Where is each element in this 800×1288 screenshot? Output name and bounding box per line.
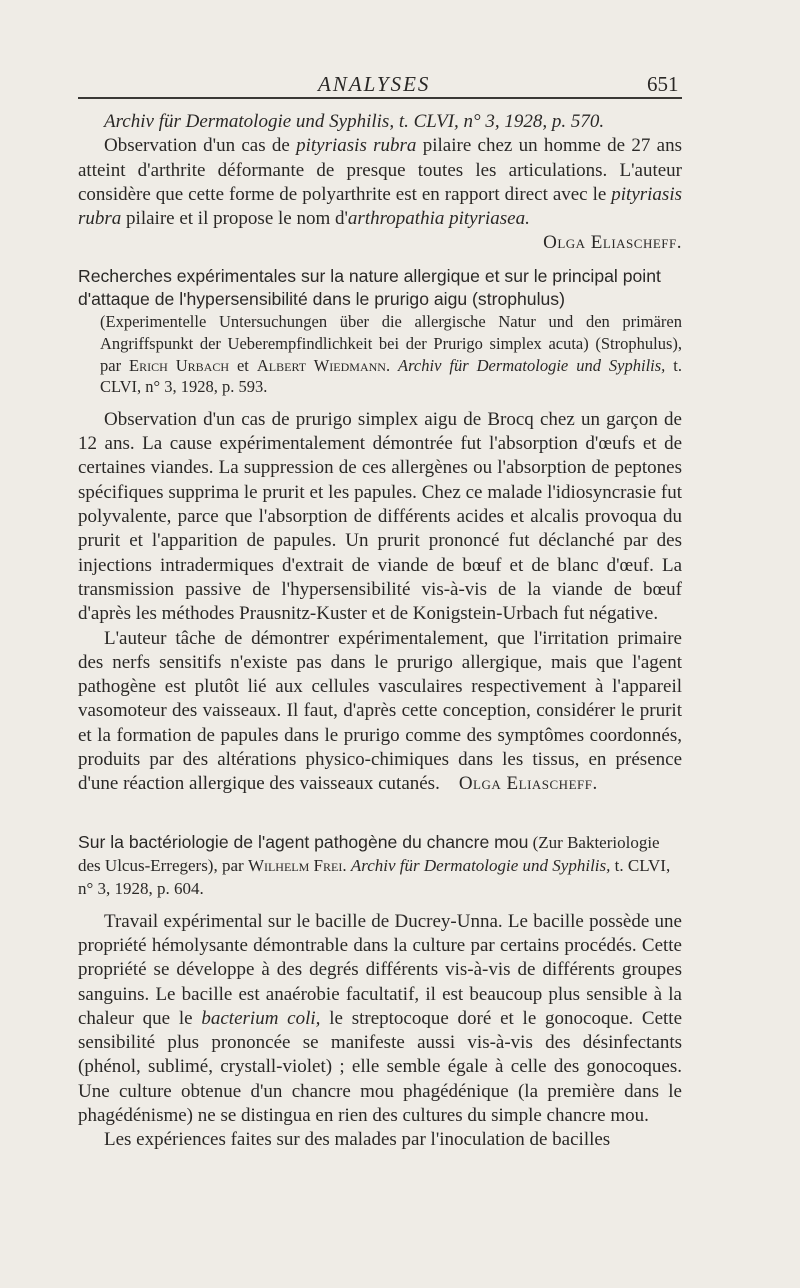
article-3-paragraph-1: Travail expérimental sur le bacille de Ducrey-Unna. Le bacille possède une propriété hémolysante démontrable dans la culture par certains procédés. Cette propriété se développe à des degrés différents vis-à-vis de différents groupes sanguins. Le bacille est anaérobie facultatif, il est beaucoup plus sensible à la chaleur que le bacterium coli, le streptocoque doré et le gonocoque. Cette sensibilité plus prononcée se manifeste aussi vis-à-vis des désinfectants (phénol, sublimé, crystall-violet) ; elle semble égale à celle des gonocoques. Une culture obtenue d'un chancre mou phagédénique (la première dans le phagédénisme) ne se distingua en rien des cultures du simple chancre mou. (78, 910, 683, 1126)
article-2 (78, 265, 682, 796)
page-header (0, 64, 800, 94)
page-content (78, 110, 682, 1153)
article-2-title: Recherches expérimentales sur la nature allergique et sur le principal point d'attaque de l'hypersensibilité dans le prurigo aigu (strophulus) (78, 266, 661, 310)
article-1-signature: Olga Eliascheff. (543, 232, 682, 254)
article-2-paragraph-1: Observation d'un cas de prurigo simplex aigu de Brocq chez un garçon de 12 ans. La cause expérimentalement démontrée fut l'absorption d'œufs et de certaines viandes. La suppression de ces allergènes ou l'absorption de peptones spécifiques supprima le prurit et les papules. Chez ce malade l'idiosyncrasie fut polyvalente, parce que l'absorption de différents acides et alcalis provoqua du prurit et l'apparition de papules. Un prurit prononcé fut déclanché par des injections intradermiques d'extrait de viande de bœuf et de blanc d'œuf. La transmission passive de l'hypersensibilité vis-à-vis de la viande de bœuf d'après les méthodes Prausnitz-Kuster et de Konigstein-Urbach fut négative. (78, 408, 682, 625)
article-2-signature: Olga Eliascheff. (458, 773, 598, 795)
article-2-reference: (Experimentelle Untersuchungen über die allergische Natur und den primären Angriffspunkt der Ueberempfindlichkeit bei der Prurigo simplex acuta) (Strophulus), par Erich Urbach et Albert Wiedmann. Archiv für Dermatologie und Syphilis, t. CLVI, n° 3, 1928, p. 593. (100, 312, 682, 397)
article-1-citation: Archiv für Dermatologie und Syphilis, t. CLVI, n° 3, 1928, p. 570. (104, 111, 605, 132)
header-rule (78, 97, 682, 99)
article-1-paragraph: Observation d'un cas de pityriasis rubra pilaire chez un homme de 27 ans atteint d'arthrite déformante de presque toutes les articulations. L'auteur considère que cette forme de polyarthrite est en rapport direct avec le pityriasis rubra pilaire et il propose le nom d'arthropathia pityriasea. Olga Eliascheff. (78, 134, 682, 231)
article-3 (78, 831, 682, 1153)
article-1 (78, 110, 682, 254)
article-2-paragraph-2: L'auteur tâche de démontrer expérimentalement, que l'irritation primaire des nerfs sensitifs n'existe pas dans le prurigo allergique, mais que l'agent pathogène est plutôt lié aux cellules vasculaires respectivement à l'appareil vasomoteur des vaisseaux. Il faut, d'après cette conception, considérer le prurit et la formation de papules dans le prurigo comme des symptômes coordonnés, produits par des altérations physico-chimiques dans les tissus, en présence d'une réaction allergique des vaisseaux cutanés. Olga Eliascheff. (78, 627, 682, 795)
article-3-title: Sur la bactériologie de l'agent pathogène du chancre mou (Zur Bakteriologie des Ulcus-Erregers), par Wilhelm Frei. Archiv für Dermatologie und Syphilis, t. CLVI, n° 3, 1928, p. 604. (78, 831, 671, 898)
article-3-paragraph-2: Les expériences faites sur des malades par l'inoculation de bacilles (104, 1129, 611, 1151)
running-title: ANALYSES (318, 72, 431, 96)
page-number: 651 (647, 72, 679, 96)
